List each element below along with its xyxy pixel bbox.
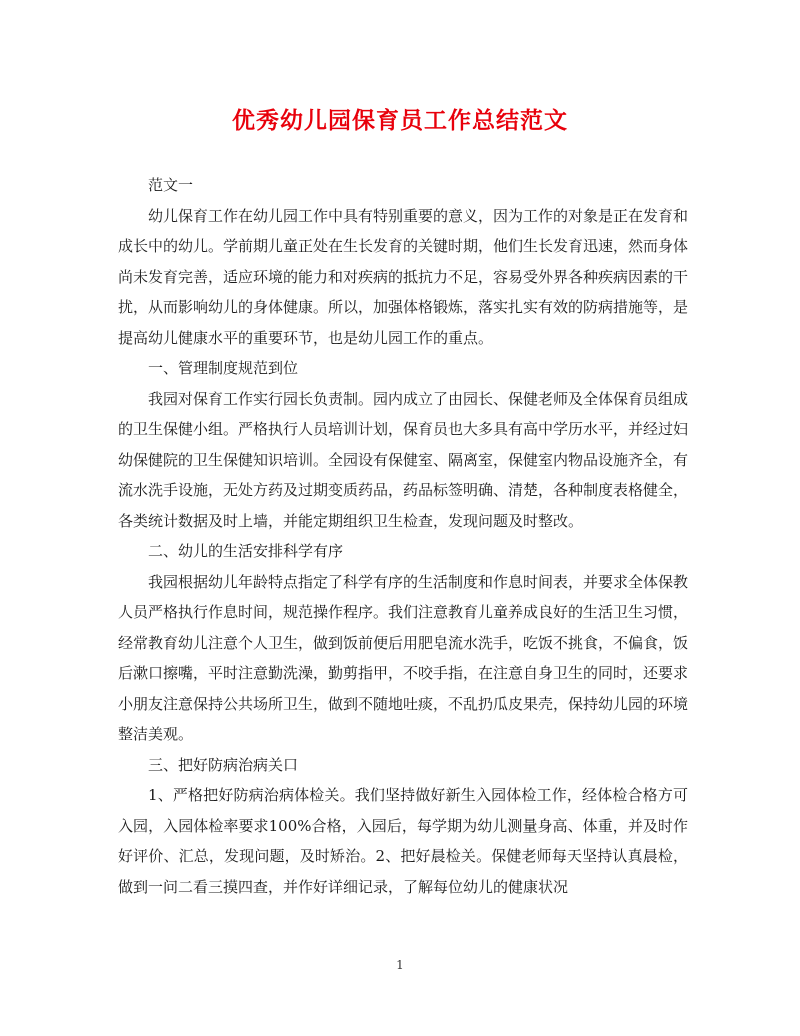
section-label: 范文一: [148, 176, 194, 194]
section-heading: 二、幼儿的生活安排科学有序: [148, 542, 344, 560]
paragraph: 幼儿保育工作在幼儿园工作中具有特别重要的意义，因为工作的对象是正在发育和成长中的幼儿。学前期儿童正处在生长发育的关键时期，他们生长发育迅速，然而身体尚未发育完善，适应环境的能力和对疾病的抵抗力不足，容易受外界各种疾病因素的干扰，从而影响幼儿的身体健康。所以，加强体格锻炼，落实扎实有效的防病措施等，是提高幼儿健康水平的重要环节，也是幼儿园工作的重点。: [118, 206, 689, 347]
section-heading: 三、把好防病治病关口: [148, 755, 299, 774]
paragraph: 我园对保育工作实行园长负责制。园内成立了由园长、保健老师及全体保育员组成的卫生保健小组。严格执行人员培训计划，保育员也大多具有高中学历水平，并经过妇幼保健院的卫生保健知识培训。全园设有保健室、隔离室，保健室内物品设施齐全，有流水洗手设施，无处方药及过期变质药品，药品标签明确、清楚，各种制度表格健全，各类统计数据及时上墙，并能定期组织卫生检查，发现问题及时整改。: [118, 389, 689, 530]
page-number: 1: [396, 958, 404, 972]
paragraph: 我园根据幼儿年龄特点指定了科学有序的生活制度和作息时间表，并要求全体保教人员严格执行作息时间，规范操作程序。我们注意教育儿童养成良好的生活卫生习惯，经常教育幼儿注意个人卫生，做到饭前便后用肥皂流水洗手，吃饭不挑食，不偏食，饭后漱口擦嘴，平时注意勤洗澡，勤剪指甲，不咬手指，在注意自身卫生的同时，还要求小朋友注意保持公共场所卫生，做到不随地吐痰，不乱扔瓜皮果壳，保持幼儿园的环境整洁美观。: [118, 572, 689, 743]
document-body: [118, 170, 688, 902]
section-heading: 一、管理制度规范到位: [148, 359, 299, 377]
document-title: 优秀幼儿园保育员工作总结范文: [232, 107, 568, 134]
paragraph: 1、严格把好防病治病体检关。我们坚持做好新生入园体检工作，经体检合格方可入园，入园体检率要求100%合格，入园后，每学期为幼儿测量身高、体重，并及时作好评价、汇总，发现问题，及时矫治。2、把好晨检关。保健老师每天坚持认真晨检，做到一问二看三摸四查，并作好详细记录，了解每位幼儿的健康状况: [118, 786, 688, 896]
